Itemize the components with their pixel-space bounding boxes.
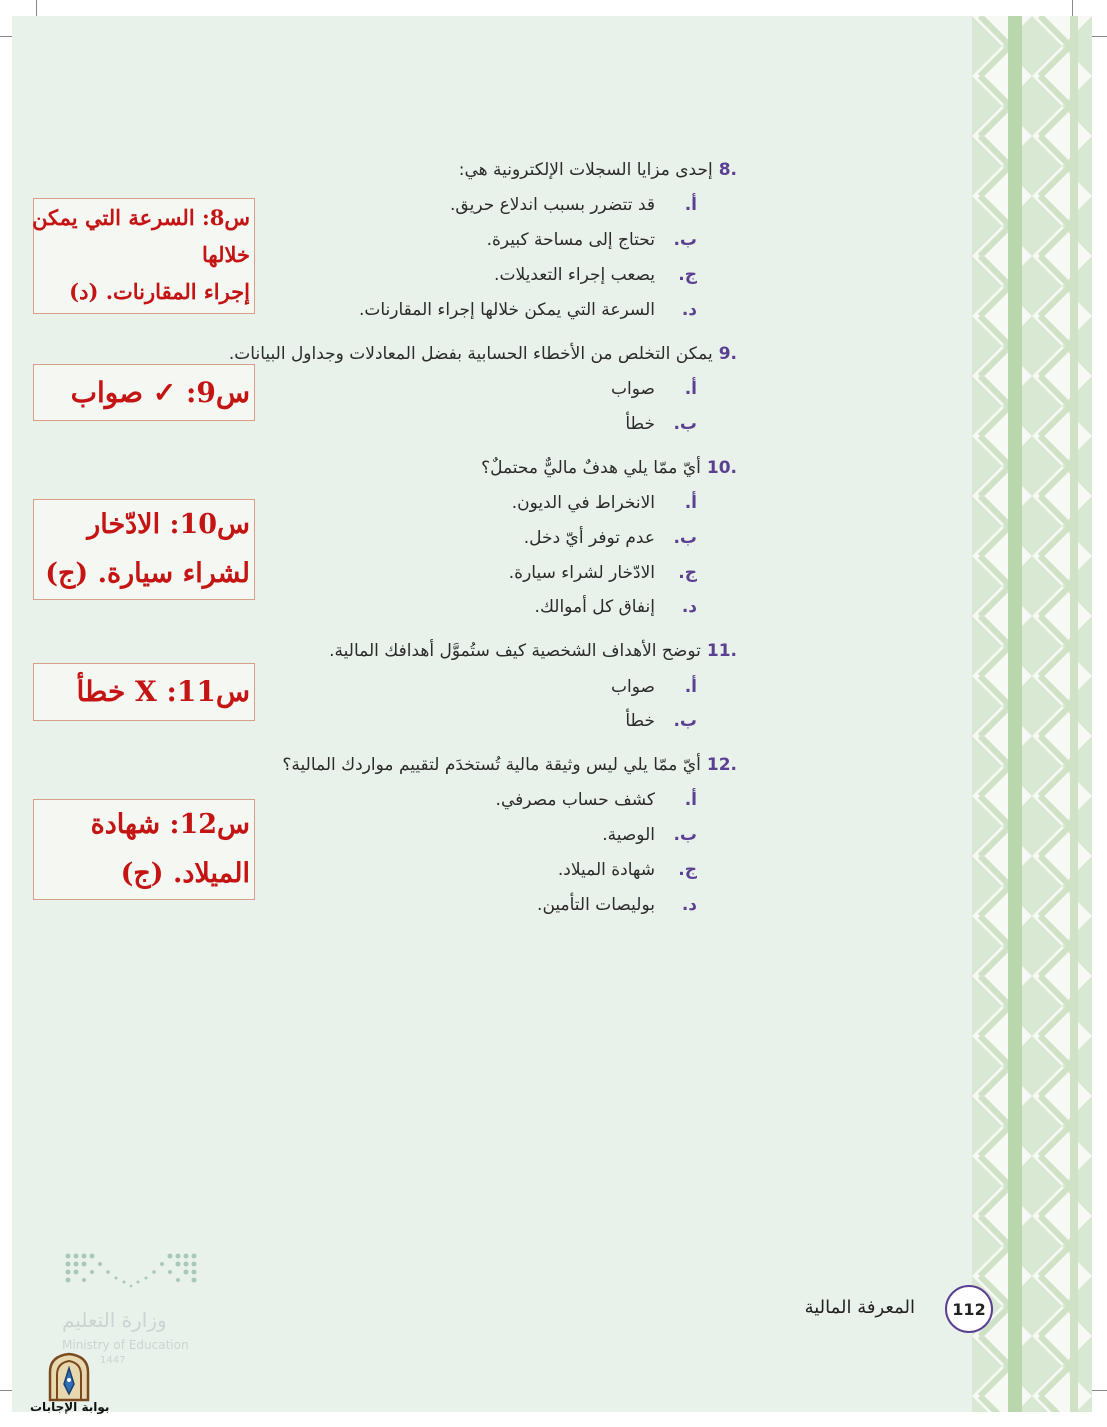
answer-line: س8: السرعة التي يمكن (32, 205, 250, 230)
option-text: يصعب إجراء التعديلات. (494, 265, 655, 285)
question-text: إحدى مزايا السجلات الإلكترونية هي: (458, 160, 713, 180)
option-letter: ب. (673, 825, 697, 845)
option-letter: أ. (684, 790, 697, 810)
option-12b (602, 825, 697, 845)
option-12c (558, 860, 697, 880)
option-8a (450, 195, 697, 215)
option-letter: ج. (678, 265, 697, 285)
option-letter: ج. (678, 563, 697, 583)
option-10b (524, 528, 697, 548)
option-10a (512, 493, 697, 513)
question-12 (282, 755, 737, 775)
answer-line: س11: X خطأ (76, 675, 250, 708)
option-9b (625, 414, 697, 434)
option-letter: ب. (673, 711, 697, 731)
question-number: .12 (706, 755, 737, 775)
answer-box-8 (33, 198, 255, 314)
ministry-year: 1447 (100, 1355, 126, 1366)
option-text: خطأ (625, 414, 655, 434)
option-11b (625, 711, 697, 731)
option-letter: أ. (684, 493, 697, 513)
option-8b (487, 230, 697, 250)
answer-line: س12: شهادة (90, 809, 250, 840)
option-text: شهادة الميلاد. (557, 860, 655, 880)
question-number: .11 (706, 641, 737, 661)
portal-label: بوابة الإجابات (30, 1400, 110, 1414)
option-text: خطأ (625, 711, 655, 731)
option-text: تحتاج إلى مساحة كبيرة. (486, 230, 655, 250)
option-text: الادّخار لشراء سيارة. (508, 563, 655, 583)
option-text: إنفاق كل أموالك. (534, 597, 655, 617)
option-8d (359, 300, 697, 320)
option-10d (535, 597, 697, 617)
option-text: الانخراط في الديون. (511, 493, 655, 513)
answer-line: س9: ✓ صواب (70, 376, 250, 409)
option-8c (494, 265, 697, 285)
answer-box-12 (33, 799, 255, 900)
question-11 (329, 641, 737, 661)
option-11a (611, 677, 697, 697)
question-10 (481, 458, 737, 478)
answer-line: إجراء المقارنات. (د) (69, 279, 250, 304)
option-letter: ج. (678, 860, 697, 880)
option-letter: ب. (673, 414, 697, 434)
question-number: .9 (718, 344, 737, 364)
portal-logo-icon (46, 1350, 92, 1402)
option-letter: د. (681, 300, 697, 320)
option-letter: د. (681, 597, 697, 617)
page-number: 112 (945, 1285, 993, 1333)
option-letter: أ. (684, 379, 697, 399)
option-text: كشف حساب مصرفي. (495, 790, 655, 810)
question-text: أيّ ممّا يلي ليس وثيقة مالية تُستخدَم لتقييم مواردك المالية؟ (282, 755, 701, 775)
answer-box-9 (33, 364, 255, 421)
option-text: السرعة التي يمكن خلالها إجراء المقارنات. (358, 300, 655, 320)
option-text: بوليصات التأمين. (537, 895, 655, 915)
option-letter: أ. (684, 677, 697, 697)
question-text: يمكن التخلص من الأخطاء الحسابية بفضل المعادلات وجداول البيانات. (228, 344, 713, 364)
option-9a (611, 379, 697, 399)
ministry-name-arabic: وزارة التعليم (62, 1308, 167, 1332)
option-10c (509, 563, 697, 583)
option-text: صواب (611, 379, 655, 399)
option-12a (496, 790, 697, 810)
question-8 (459, 160, 737, 180)
question-9 (229, 344, 737, 364)
question-text: أيّ ممّا يلي هدفٌ ماليٌّ محتملٌ؟ (481, 458, 701, 478)
answer-line: لشراء سيارة. (ج) (45, 558, 250, 589)
option-letter: ب. (673, 528, 697, 548)
question-number: .10 (706, 458, 737, 478)
question-number: .8 (718, 160, 737, 180)
option-letter: أ. (684, 195, 697, 215)
option-text: الوصية. (602, 825, 655, 845)
option-text: عدم توفر أيّ دخل. (523, 528, 655, 548)
ministry-name-english: Ministry of Education (62, 1338, 189, 1352)
answer-box-10 (33, 499, 255, 600)
question-text: توضح الأهداف الشخصية كيف ستُموَّل أهدافك المالية. (329, 641, 701, 661)
answer-line: س10: الادّخار (87, 509, 250, 540)
option-text: قد تتضرر بسبب اندلاع حريق. (450, 195, 655, 215)
answer-line: الميلاد. (ج) (120, 858, 250, 889)
option-text: صواب (611, 677, 655, 697)
answer-line: خلالها (202, 242, 250, 267)
option-letter: د. (681, 895, 697, 915)
decorative-border (972, 16, 1092, 1412)
option-12d (537, 895, 697, 915)
book-title: المعرفة المالية (804, 1297, 915, 1318)
answer-box-11 (33, 663, 255, 721)
option-letter: ب. (673, 230, 697, 250)
